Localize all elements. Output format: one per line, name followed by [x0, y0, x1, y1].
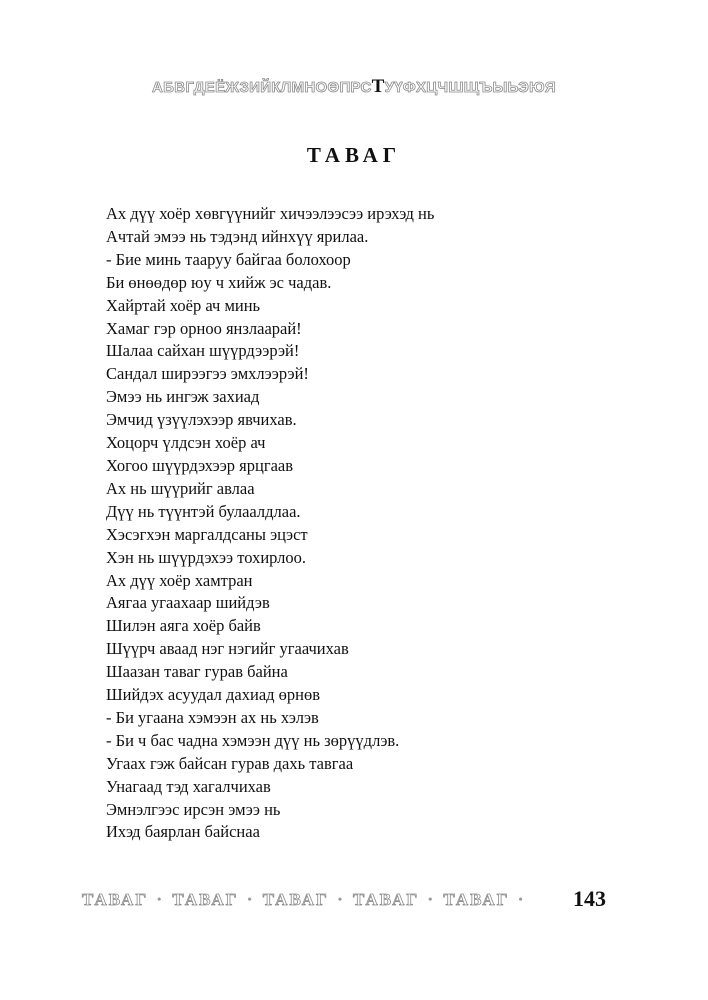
poem-line: - Би ч бас чадна хэмээн дүү нь зөрүүдлэв. [106, 730, 400, 750]
poem-line: Хоцорч үлдсэн хоёр ач [106, 433, 266, 453]
page-number: 143 [573, 886, 606, 911]
poem-line: Унагаад тэд хагалчихав [106, 776, 271, 796]
running-footer-word: ТАВАГ [262, 890, 329, 909]
poem-line: Эмнэлгээс ирсэн эмээ нь [106, 799, 281, 819]
poem-line: Шалаа сайхан шүүрдээрэй! [106, 341, 300, 361]
poem-line: Шаазан таваг гурав байна [106, 662, 288, 682]
running-footer-word: ТАВАГ [353, 890, 420, 909]
alphabet-highlight-letter: Т [371, 76, 385, 97]
poem-body [106, 203, 626, 844]
alphabet-after: УҮФХЦЧШЩЪЫЬЭЮЯ [384, 79, 556, 96]
poem-line: Хэсэгхэн маргалдсаны эцэст [106, 524, 308, 544]
footer-separator-dot: • [518, 892, 525, 906]
poem-line: Ачтай эмээ нь тэдэнд ийнхүү ярилаа. [106, 226, 369, 246]
poem-line: Шүүрч аваад нэг нэгийг угаачихав [106, 639, 349, 659]
poem-line: Угаах гэж байсан гурав дахь тавгаа [106, 753, 354, 773]
poem-line: Хэн нь шүүрдэхээ тохирлоо. [106, 547, 307, 567]
poem-line: Хогоо шүүрдэхээр ярцгаав [106, 455, 294, 475]
running-footer-word: ТАВАГ [443, 890, 510, 909]
running-footer-word: ТАВАГ [172, 890, 239, 909]
poem-line: Хайртай хоёр ач минь [106, 295, 261, 315]
poem-line: Эмээ нь ингэж захиад [106, 387, 260, 407]
poem-line: Би өнөөдөр юу ч хийж эс чадав. [106, 272, 332, 292]
poem-line: Ах дүү хоёр хөвгүүнийг хичээлээсээ ирэхэд нь [106, 204, 435, 223]
footer-separator-dot: • [337, 892, 345, 906]
poem-line: Ах дүү хоёр хамтран [106, 570, 253, 590]
alphabet-header [0, 76, 708, 98]
running-footer-word: ТАВАГ [82, 890, 149, 909]
poem-line: - Би угаана хэмээн ах нь хэлэв [106, 707, 319, 727]
poem-line: - Бие минь тааруу байгаа болохоор [106, 249, 351, 269]
poem-line: Эмчид үзүүлэхээр явчихав. [106, 410, 297, 430]
poem-line: Ихэд баярлан байснаа [106, 822, 260, 842]
poem-line: Ах нь шүүрийг авлаа [106, 478, 255, 498]
poem-line: Хамаг гэр орноо янзлаарай! [106, 318, 302, 338]
alphabet-before: АБВГДЕЁЖЗИЙКЛМНОӨПРС [152, 79, 372, 96]
poem-line: Шилэн аяга хоёр байв [106, 616, 261, 636]
poem-line: Шийдэх асуудал дахиад өрнөв [106, 685, 321, 705]
page-footer [82, 886, 612, 914]
running-footer [82, 890, 534, 910]
footer-separator-dot: • [157, 892, 164, 906]
poem-line: Дүү нь түүнтэй булаалдлаа. [106, 501, 301, 521]
poem-title: ТАВАГ [306, 143, 402, 167]
footer-separator-dot: • [247, 892, 254, 906]
poem-line: Сандал ширээгээ эмхлээрэй! [106, 364, 309, 384]
footer-separator-dot: • [428, 892, 435, 906]
poem-line: Аягаа угаахаар шийдэв [106, 593, 270, 613]
